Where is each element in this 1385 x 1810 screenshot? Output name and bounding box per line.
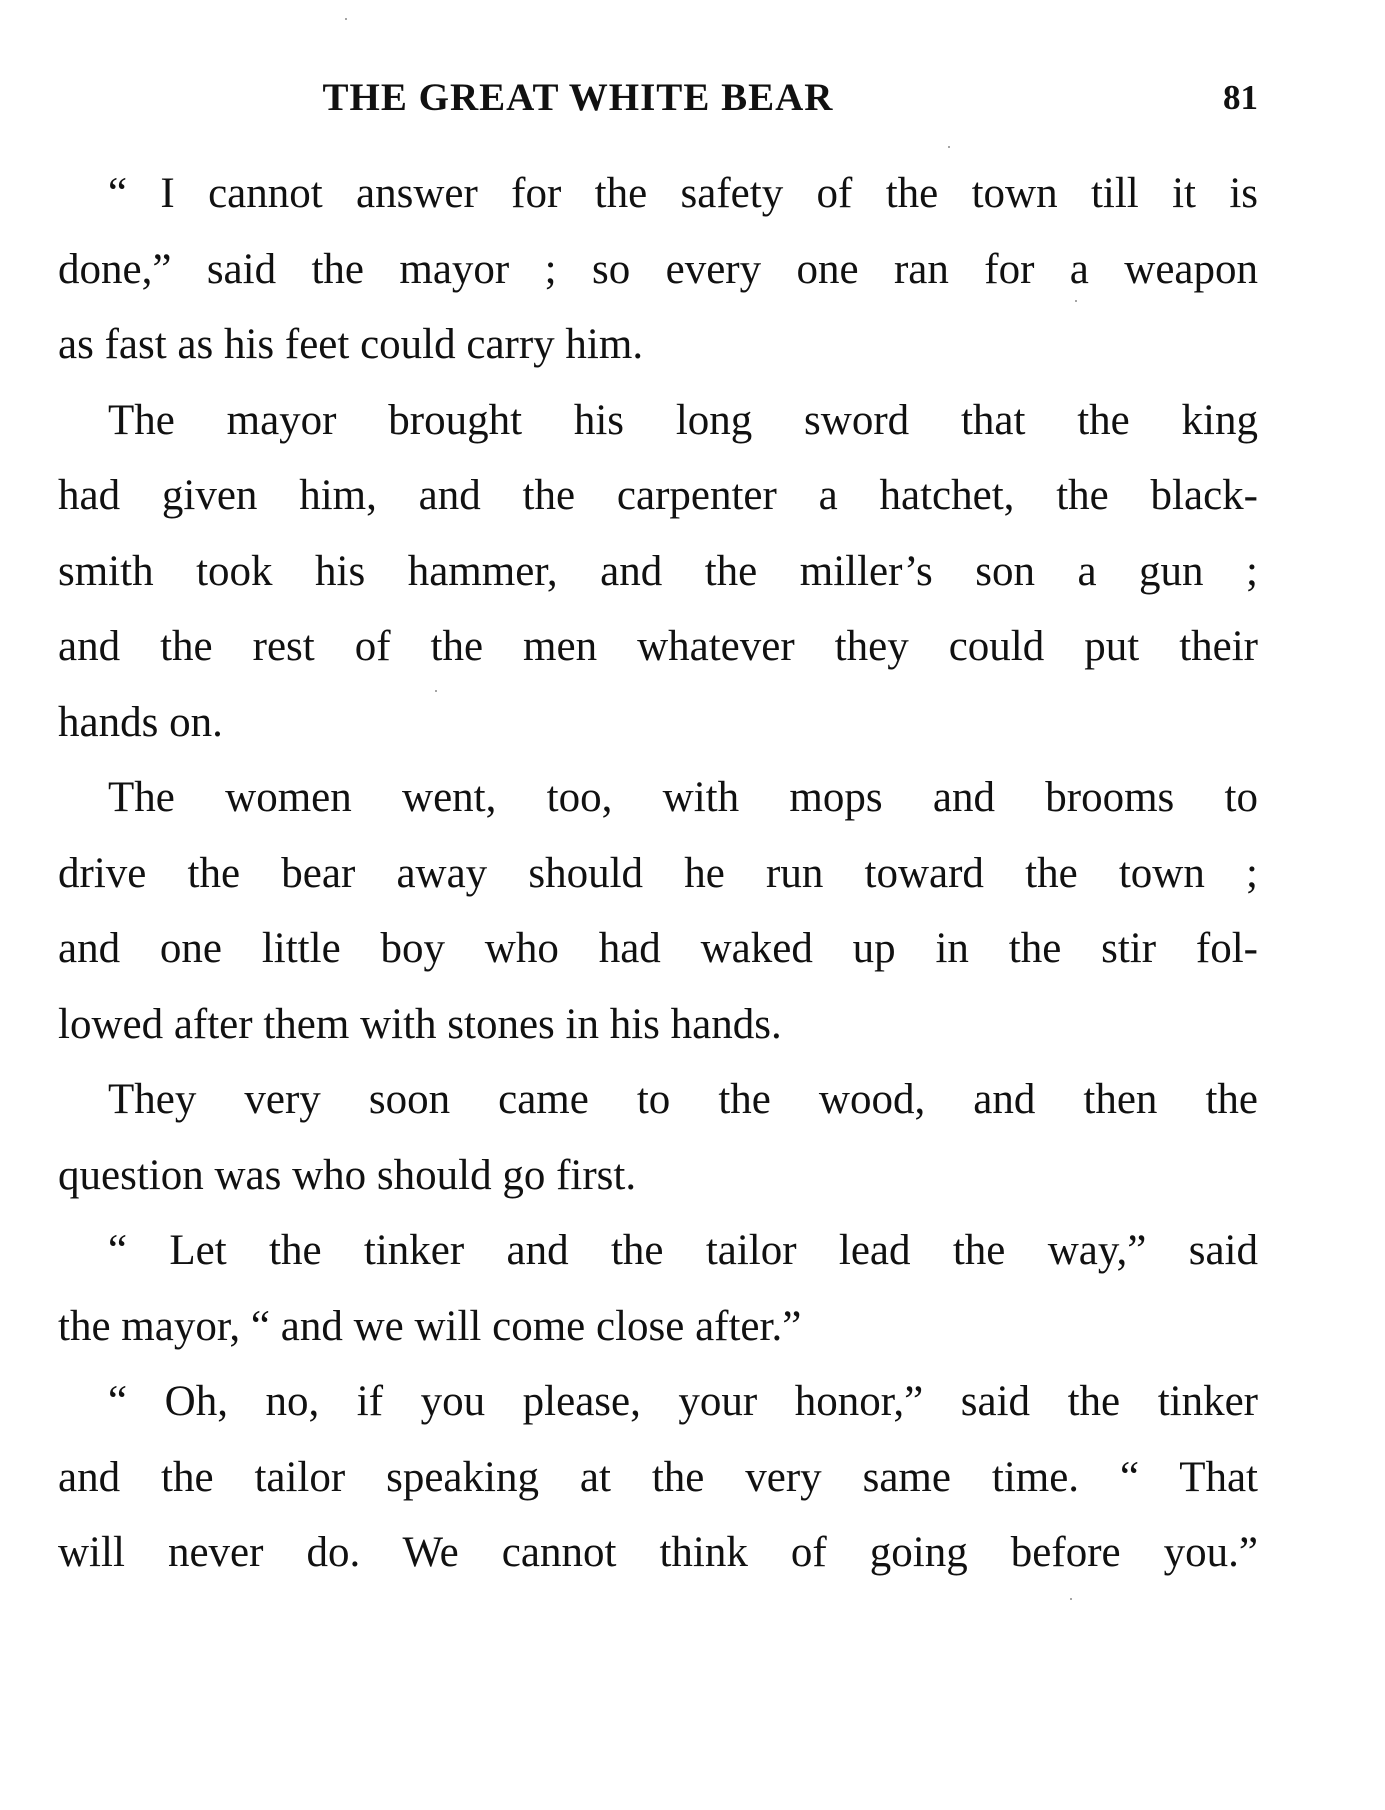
text-line: the mayor, “ and we will come close after.” [58,1302,802,1350]
paper-speck [345,18,347,20]
text-line: question was who should go first. [58,1151,637,1199]
text-line: and one little boy who had waked up in the stir fol- [58,925,1258,972]
text-line: “ I cannot answer for the safety of the town till it is [108,170,1258,217]
text-line: They very soon came to the wood, and then the [108,1076,1258,1123]
running-title: THE GREAT WHITE BEAR [322,76,834,119]
body-text [58,156,1258,1591]
text-line: The women went, too, with mops and brooms to [108,774,1258,821]
text-line: and the tailor speaking at the very same time. “ That [58,1453,1258,1501]
text-line: “ Let the tinker and the tailor lead the way,” said [108,1227,1258,1274]
paper-speck [1075,300,1077,302]
running-head [58,68,1258,128]
text-line: “ Oh, no, if you please, your honor,” said the tinker [108,1378,1258,1425]
paper-speck [948,146,950,148]
text-line: will never do. We cannot think of going before you.” [58,1529,1258,1576]
text-line: hands on. [58,698,223,746]
text-line: had given him, and the carpenter a hatchet, the black- [58,472,1258,519]
paragraph-3 [58,760,1258,1062]
paragraph-5 [58,1213,1258,1364]
paper-speck [435,690,437,692]
text-line: as fast as his feet could carry him. [58,321,644,368]
paragraph-1 [58,156,1258,383]
text-line: drive the bear away should he run toward the town ; [58,849,1258,897]
page-number: 81 [1223,78,1258,117]
paragraph-4 [58,1062,1258,1213]
text-line: lowed after them with stones in his hands. [58,1000,782,1048]
text-line: The mayor brought his long sword that the king [108,396,1258,444]
paragraph-2 [58,383,1258,761]
text-line: done,” said the mayor ; so every one ran for a weapon [58,245,1258,293]
paper-speck [1070,1598,1072,1600]
text-line: and the rest of the men whatever they could put their [58,623,1258,670]
text-line: smith took his hammer, and the miller’s son a gun ; [58,547,1258,595]
paragraph-6 [58,1364,1258,1591]
